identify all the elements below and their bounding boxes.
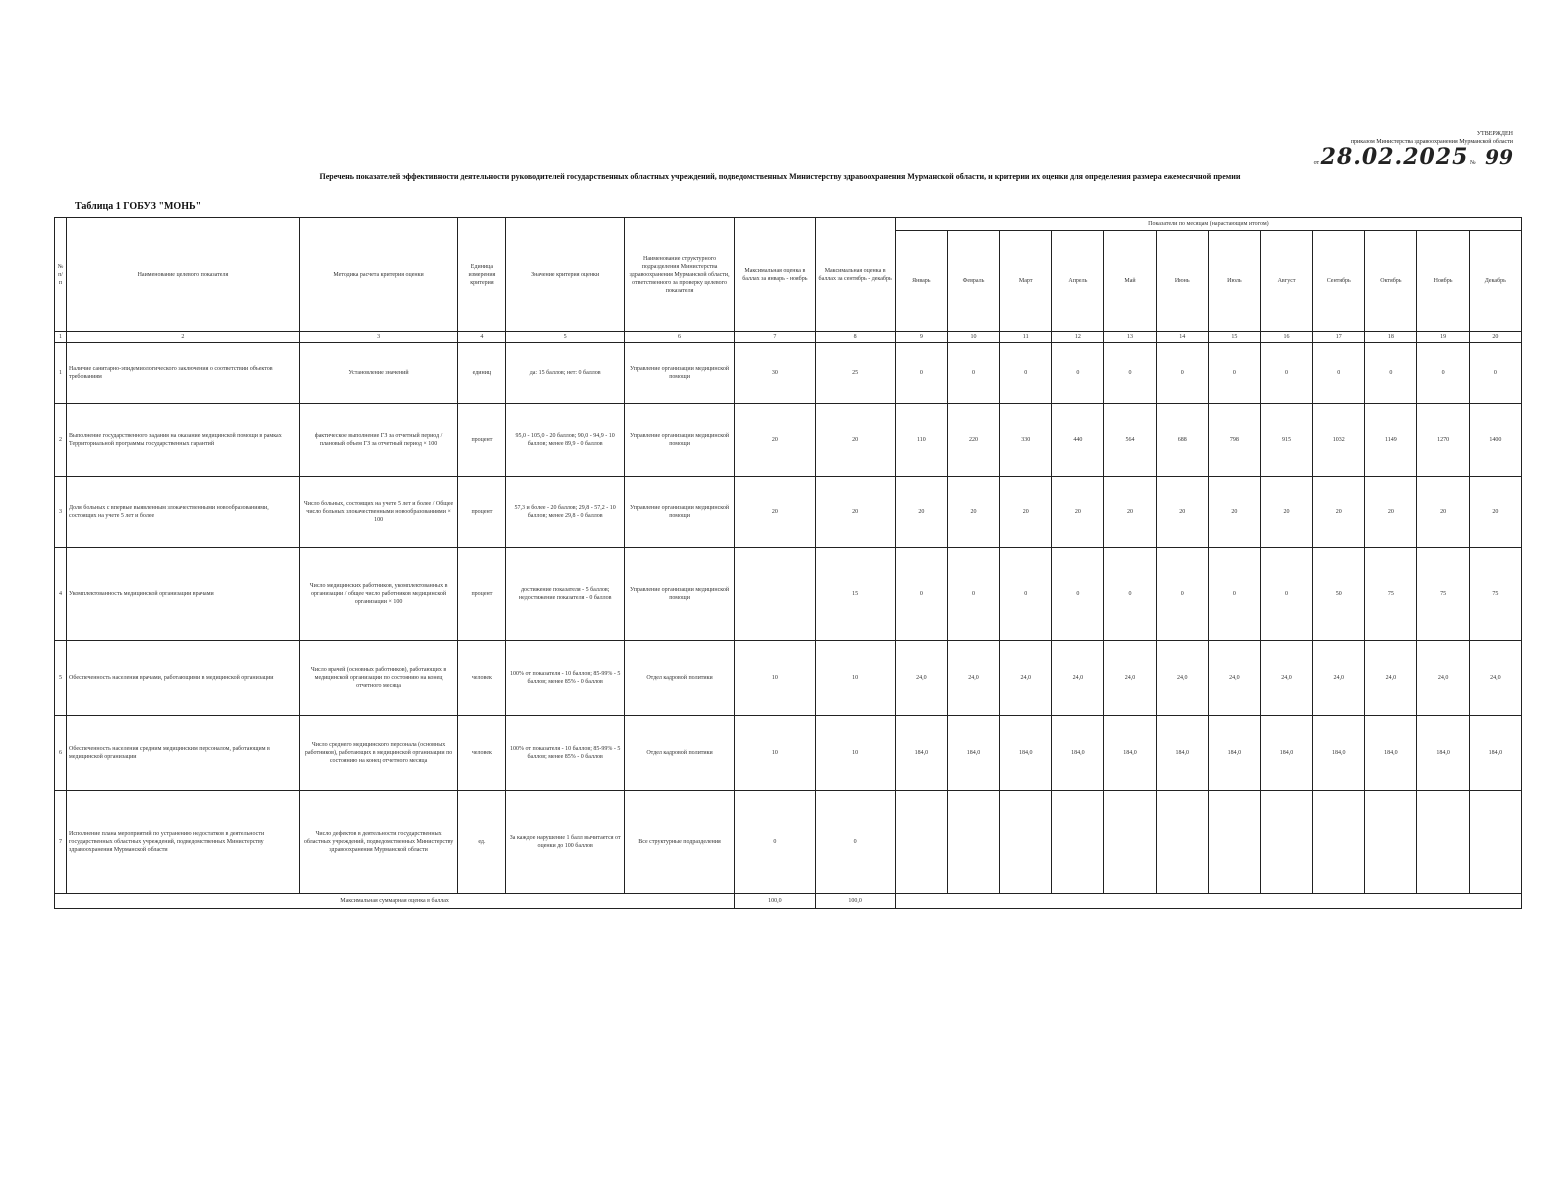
row-month-value: 24,0 [1208, 641, 1260, 716]
header-month: Январь [895, 231, 947, 332]
row-month-value [1417, 791, 1469, 894]
row-month-value [1469, 791, 1521, 894]
column-number: 6 [624, 332, 734, 343]
row-month-value: 24,0 [1000, 641, 1052, 716]
row-month-value: 20 [895, 477, 947, 548]
approval-line1: УТВЕРЖДЕН [1476, 131, 1513, 137]
header-month: Март [1000, 231, 1052, 332]
row-month-value: 915 [1260, 404, 1312, 477]
row-month-value: 0 [1417, 343, 1469, 404]
total-max-dec: 100,0 [815, 894, 895, 909]
row-month-value: 20 [1000, 477, 1052, 548]
row-month-value [1000, 791, 1052, 894]
approval-date-prefix: от [1313, 160, 1320, 166]
header-month: Апрель [1052, 231, 1104, 332]
row-month-value: 0 [1156, 343, 1208, 404]
header-month: Июль [1208, 231, 1260, 332]
table-row [55, 343, 1522, 404]
row-month-value: 184,0 [1313, 716, 1365, 791]
row-month-value [1365, 791, 1417, 894]
row-unit: процент [458, 477, 506, 548]
row-month-value: 1270 [1417, 404, 1469, 477]
row-max-dec: 20 [815, 404, 895, 477]
row-month-value: 0 [895, 548, 947, 641]
row-month-value: 75 [1417, 548, 1469, 641]
header-max-jan-nov: Максимальная оценка в баллах за январь - ноябрь [735, 218, 815, 332]
row-month-value [1260, 791, 1312, 894]
row-method: фактическое выполнение ГЗ за отчетный период / плановый объем ГЗ за отчетный период × 100 [299, 404, 458, 477]
row-month-value: 330 [1000, 404, 1052, 477]
row-department: Управление организации медицинской помощи [624, 477, 734, 548]
row-month-value: 184,0 [1417, 716, 1469, 791]
row-month-value: 20 [1313, 477, 1365, 548]
row-num: 1 [55, 343, 67, 404]
column-number: 1 [55, 332, 67, 343]
column-number: 11 [1000, 332, 1052, 343]
column-number: 7 [735, 332, 815, 343]
header-indicator: Наименование целевого показателя [67, 218, 300, 332]
row-month-value: 184,0 [895, 716, 947, 791]
row-unit: единиц [458, 343, 506, 404]
approval-stamp [1253, 130, 1513, 168]
row-month-value: 24,0 [1156, 641, 1208, 716]
row-method: Число дефектов в деятельности государственных областных учреждений, подведомственных Министерству здравоохранения Мурманской области [299, 791, 458, 894]
approval-number-prefix: № [1469, 160, 1476, 166]
row-max-jan-nov: 10 [735, 641, 815, 716]
row-criteria: За каждое нарушение 1 балл вычитается от оценки до 100 баллов [506, 791, 624, 894]
row-month-value [947, 791, 999, 894]
row-month-value: 184,0 [947, 716, 999, 791]
header-criteria: Значение критерия оценки [506, 218, 624, 332]
row-month-value: 0 [1104, 343, 1156, 404]
table-row [55, 477, 1522, 548]
row-month-value: 20 [1417, 477, 1469, 548]
row-month-value [1208, 791, 1260, 894]
column-number: 12 [1052, 332, 1104, 343]
row-unit: процент [458, 548, 506, 641]
row-month-value: 184,0 [1052, 716, 1104, 791]
row-month-value: 75 [1365, 548, 1417, 641]
column-number: 18 [1365, 332, 1417, 343]
row-month-value: 184,0 [1000, 716, 1052, 791]
row-num: 2 [55, 404, 67, 477]
row-department: Управление организации медицинской помощи [624, 343, 734, 404]
row-month-value: 1149 [1365, 404, 1417, 477]
row-num: 3 [55, 477, 67, 548]
row-month-value: 24,0 [1104, 641, 1156, 716]
row-month-value [1313, 791, 1365, 894]
row-month-value: 440 [1052, 404, 1104, 477]
row-month-value: 0 [1469, 343, 1521, 404]
indicators-table [54, 217, 1522, 909]
row-month-value: 1400 [1469, 404, 1521, 477]
row-max-jan-nov: 20 [735, 477, 815, 548]
row-criteria: 100% от показателя - 10 баллов; 85-99% - 5 баллов; менее 85% - 0 баллов [506, 716, 624, 791]
row-month-value: 184,0 [1260, 716, 1312, 791]
row-month-value: 20 [1365, 477, 1417, 548]
row-month-value: 0 [1365, 343, 1417, 404]
table-row [55, 791, 1522, 894]
row-max-dec: 20 [815, 477, 895, 548]
row-indicator: Исполнение плана мероприятий по устранению недостатков в деятельности государственных областных учреждений, подведомственных Министерству здравоохранения Мурманской области [67, 791, 300, 894]
row-month-value: 24,0 [1417, 641, 1469, 716]
total-label: Максимальная суммарная оценка в баллах [55, 894, 735, 909]
row-max-jan-nov: 20 [735, 404, 815, 477]
table-row [55, 641, 1522, 716]
row-criteria: 95,0 - 105,0 - 20 баллов; 90,0 - 94,9 - 10 баллов; менее 89,9 - 0 баллов [506, 404, 624, 477]
row-max-jan-nov: 10 [735, 716, 815, 791]
row-month-value: 184,0 [1156, 716, 1208, 791]
header-month: Октябрь [1365, 231, 1417, 332]
row-month-value: 0 [895, 343, 947, 404]
column-number: 5 [506, 332, 624, 343]
row-max-jan-nov: 0 [735, 791, 815, 894]
header-max-dec: Максимальная оценка в баллах за сентябрь - декабрь [815, 218, 895, 332]
row-month-value: 564 [1104, 404, 1156, 477]
row-max-dec: 10 [815, 716, 895, 791]
row-max-dec: 15 [815, 548, 895, 641]
row-month-value: 24,0 [1260, 641, 1312, 716]
row-method: Число медицинских работников, укомплектованных в организации / общее число работников медицинской организации × 100 [299, 548, 458, 641]
column-number: 9 [895, 332, 947, 343]
column-number: 13 [1104, 332, 1156, 343]
row-unit: процент [458, 404, 506, 477]
row-month-value: 184,0 [1365, 716, 1417, 791]
row-criteria: достижение показателя - 5 баллов; недостижение показателя - 0 баллов [506, 548, 624, 641]
row-criteria: да: 15 баллов; нет: 0 баллов [506, 343, 624, 404]
approval-date: 28.02.2025 [1320, 144, 1469, 170]
header-months-group: Показатели по месяцам (нарастающим итогом) [895, 218, 1521, 231]
row-max-dec: 10 [815, 641, 895, 716]
row-department: Управление организации медицинской помощи [624, 548, 734, 641]
row-num: 5 [55, 641, 67, 716]
row-month-value: 24,0 [1313, 641, 1365, 716]
header-month: Сентябрь [1313, 231, 1365, 332]
column-number: 10 [947, 332, 999, 343]
header-month: Февраль [947, 231, 999, 332]
row-method: Установление значений [299, 343, 458, 404]
row-month-value: 1032 [1313, 404, 1365, 477]
row-month-value: 0 [947, 343, 999, 404]
column-number: 3 [299, 332, 458, 343]
total-empty [895, 894, 1521, 909]
row-indicator: Доля больных с впервые выявленным злокачественными новообразованиями, состоящих на учете 5 лет и более [67, 477, 300, 548]
table-row [55, 716, 1522, 791]
row-month-value: 0 [1208, 343, 1260, 404]
row-month-value: 0 [1052, 343, 1104, 404]
header-month: Ноябрь [1417, 231, 1469, 332]
row-indicator: Выполнение государственного задания на оказание медицинской помощи в рамках Территориальной программы государственных гарантий [67, 404, 300, 477]
row-indicator: Обеспеченность населения средним медицинским персоналом, работающим в медицинской организации [67, 716, 300, 791]
column-number: 14 [1156, 332, 1208, 343]
row-indicator: Укомплектованность медицинской организации врачами [67, 548, 300, 641]
row-month-value: 110 [895, 404, 947, 477]
header-month: Август [1260, 231, 1312, 332]
row-method: Число среднего медицинского персонала (основных работников), работающих в медицинской организации по состоянию на конец отчетного месяца [299, 716, 458, 791]
row-month-value: 75 [1469, 548, 1521, 641]
row-department: Отдел кадровой политики [624, 641, 734, 716]
row-month-value [1104, 791, 1156, 894]
row-month-value: 0 [1104, 548, 1156, 641]
row-num: 4 [55, 548, 67, 641]
row-month-value [895, 791, 947, 894]
header-unit: Единица измерения критерия [458, 218, 506, 332]
row-department: Управление организации медицинской помощи [624, 404, 734, 477]
row-month-value: 688 [1156, 404, 1208, 477]
column-number: 8 [815, 332, 895, 343]
row-criteria: 100% от показателя - 10 баллов; 85-99% - 5 баллов; менее 85% - 0 баллов [506, 641, 624, 716]
row-month-value: 50 [1313, 548, 1365, 641]
row-month-value: 798 [1208, 404, 1260, 477]
row-month-value: 220 [947, 404, 999, 477]
row-method: Число врачей (основных работников), работающих в медицинской организации по состоянию на конец отчетного месяца [299, 641, 458, 716]
table-row [55, 548, 1522, 641]
row-department: Отдел кадровой политики [624, 716, 734, 791]
approval-number: 99 [1485, 145, 1513, 169]
row-month-value: 20 [1052, 477, 1104, 548]
column-number: 16 [1260, 332, 1312, 343]
total-max-jan-nov: 100,0 [735, 894, 815, 909]
row-month-value: 20 [1156, 477, 1208, 548]
row-month-value: 24,0 [1052, 641, 1104, 716]
row-month-value: 20 [1469, 477, 1521, 548]
row-month-value: 184,0 [1208, 716, 1260, 791]
row-month-value: 0 [1260, 548, 1312, 641]
row-criteria: 57,3 и более - 20 баллов; 29,8 - 57,2 - 10 баллов; менее 29,8 - 0 баллов [506, 477, 624, 548]
row-num: 7 [55, 791, 67, 894]
header-month: Июнь [1156, 231, 1208, 332]
header-num: № п/п [55, 218, 67, 332]
row-department: Все структурные подразделения [624, 791, 734, 894]
row-month-value: 24,0 [1365, 641, 1417, 716]
row-month-value: 0 [1156, 548, 1208, 641]
row-unit: ед. [458, 791, 506, 894]
row-max-dec: 25 [815, 343, 895, 404]
header-department: Наименование структурного подразделения Министерства здравоохранения Мурманской области, ответственного за проверку целевого показателя [624, 218, 734, 332]
column-number: 2 [67, 332, 300, 343]
row-method: Число больных, состоящих на учете 5 лет и более / Общее число больных злокачественными новообразованиями × 100 [299, 477, 458, 548]
row-month-value: 0 [1313, 343, 1365, 404]
table-label: Таблица 1 ГОБУЗ "МОНЬ" [75, 201, 202, 212]
row-max-jan-nov [735, 548, 815, 641]
row-max-jan-nov: 30 [735, 343, 815, 404]
row-month-value [1052, 791, 1104, 894]
row-indicator: Обеспеченность населения врачами, работающими в медицинской организации [67, 641, 300, 716]
row-month-value: 20 [947, 477, 999, 548]
row-month-value [1156, 791, 1208, 894]
column-number: 20 [1469, 332, 1521, 343]
header-month: Декабрь [1469, 231, 1521, 332]
header-month: Май [1104, 231, 1156, 332]
row-month-value: 20 [1208, 477, 1260, 548]
row-unit: человек [458, 716, 506, 791]
row-month-value: 24,0 [895, 641, 947, 716]
row-month-value: 0 [1052, 548, 1104, 641]
row-month-value: 0 [1208, 548, 1260, 641]
document-title: Перечень показателей эффективности деятельности руководителей государственных областных учреждений, подведомственных Министерству здравоохранения Мурманской области, и критерии их оценки для определения размера ежемесячной премии [319, 172, 1241, 181]
total-row [55, 894, 1522, 909]
approval-line2: приказом Министерства здравоохранения Мурманской области [1350, 139, 1513, 145]
approval-date-row [1253, 146, 1513, 168]
row-month-value: 20 [1104, 477, 1156, 548]
row-month-value: 24,0 [947, 641, 999, 716]
column-number: 4 [458, 332, 506, 343]
row-month-value: 20 [1260, 477, 1312, 548]
header-method: Методика расчета критерия оценки [299, 218, 458, 332]
row-max-dec: 0 [815, 791, 895, 894]
row-month-value: 0 [947, 548, 999, 641]
row-month-value: 24,0 [1469, 641, 1521, 716]
column-number: 15 [1208, 332, 1260, 343]
row-num: 6 [55, 716, 67, 791]
row-unit: человек [458, 641, 506, 716]
table-row [55, 404, 1522, 477]
row-month-value: 0 [1260, 343, 1312, 404]
row-month-value: 184,0 [1104, 716, 1156, 791]
column-number: 17 [1313, 332, 1365, 343]
row-month-value: 184,0 [1469, 716, 1521, 791]
row-month-value: 0 [1000, 343, 1052, 404]
row-indicator: Наличие санитарно-эпидемиологического заключения о соответствии объектов требованиям [67, 343, 300, 404]
row-month-value: 0 [1000, 548, 1052, 641]
column-number: 19 [1417, 332, 1469, 343]
